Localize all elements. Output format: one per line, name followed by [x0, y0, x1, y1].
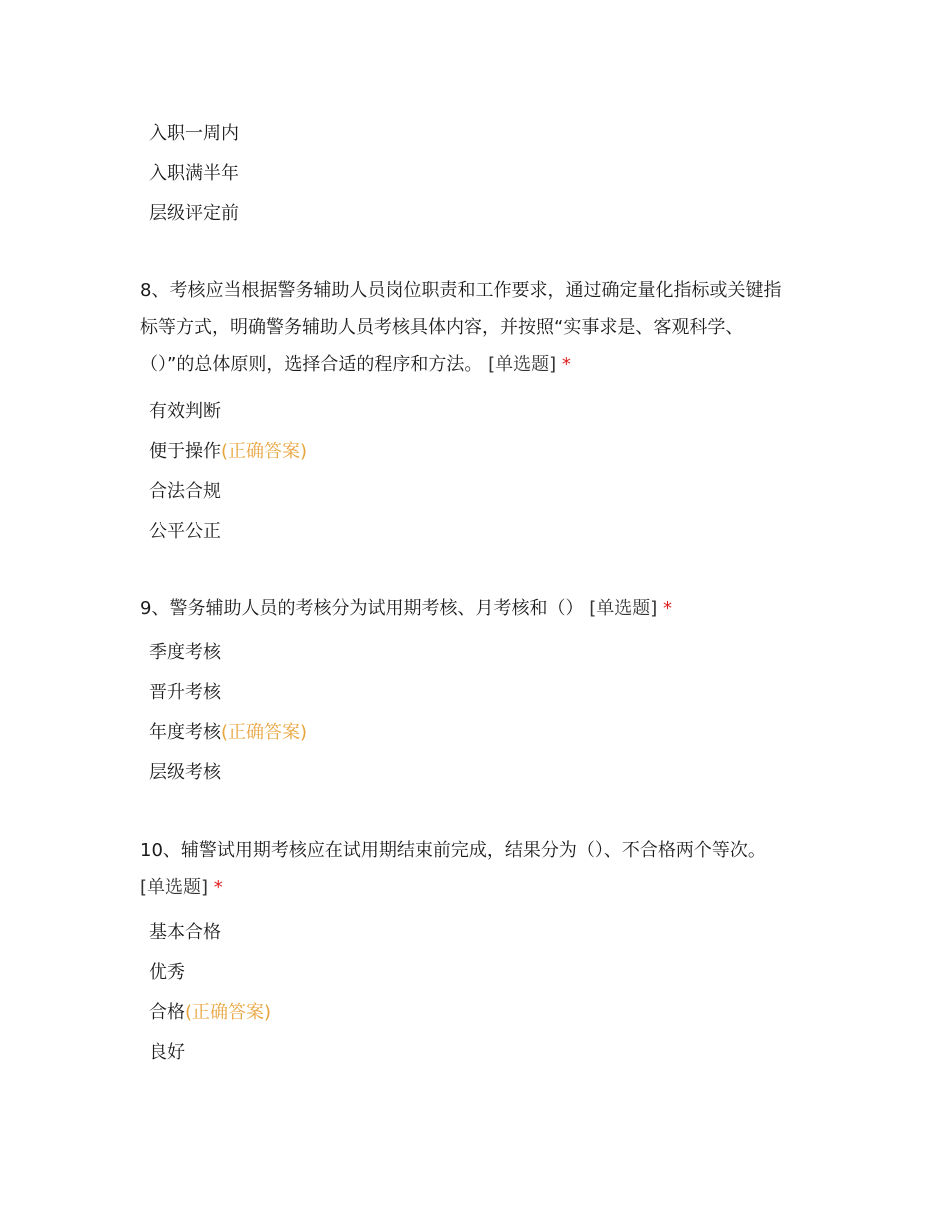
- q10-option-2: [149, 961, 185, 985]
- question-text-line: 标等方式，明确警务辅助人员考核具体内容，并按照“实事求是、客观科学、: [140, 317, 744, 338]
- q10-option-4: [149, 1041, 185, 1065]
- question-text: 9、警务辅助人员的考核分为试用期考核、月考核和（）: [140, 598, 584, 619]
- required-mark: *: [662, 598, 672, 619]
- prev-option-2: [149, 162, 239, 186]
- q9-option-3: [149, 721, 307, 745]
- required-mark: *: [213, 877, 223, 898]
- q9-option-1: [149, 641, 221, 665]
- question-text-line-last: [140, 869, 820, 906]
- option-text: 晋升考核: [149, 682, 221, 703]
- option-text: 合法合规: [149, 481, 221, 502]
- option-text: 层级评定前: [149, 203, 239, 224]
- question-text-line: 8、考核应当根据警务辅助人员岗位职责和工作要求，通过确定量化指标或关键指: [140, 280, 782, 301]
- option-text: 有效判断: [149, 401, 221, 422]
- q10-option-1: [149, 921, 221, 945]
- option-text: 年度考核: [149, 722, 221, 743]
- q9-option-4: [149, 761, 221, 785]
- q8-option-3: [149, 480, 221, 504]
- option-text: 季度考核: [149, 642, 221, 663]
- q10-option-3: [149, 1001, 271, 1025]
- q8-option-4: [149, 520, 221, 544]
- question-9-title: [140, 590, 820, 627]
- option-text: 入职一周内: [149, 123, 239, 144]
- option-text: 基本合格: [149, 922, 221, 943]
- correct-answer-mark: (正确答案): [221, 441, 308, 462]
- question-text-line-last: [140, 590, 820, 627]
- q8-option-1: [149, 400, 221, 424]
- option-text: 公平公正: [149, 521, 221, 542]
- required-mark: *: [561, 354, 571, 375]
- option-text: 层级考核: [149, 762, 221, 783]
- question-text: （）”的总体原则，选择合适的程序和方法。: [140, 354, 483, 375]
- question-type-label: [单选题]: [488, 354, 557, 375]
- q8-option-2: [149, 440, 307, 464]
- option-text: 良好: [149, 1042, 185, 1063]
- correct-answer-mark: (正确答案): [221, 722, 308, 743]
- correct-answer-mark: (正确答案): [185, 1002, 272, 1023]
- question-type-label: [单选题]: [140, 877, 209, 898]
- question-text-line: 10、辅警试用期考核应在试用期结束前完成，结果分为（）、不合格两个等次。: [140, 840, 766, 861]
- prev-option-1: [149, 122, 239, 146]
- question-type-label: [单选题]: [589, 598, 658, 619]
- question-8-title: [140, 272, 820, 383]
- option-text: 入职满半年: [149, 163, 239, 184]
- option-text: 优秀: [149, 962, 185, 983]
- option-text: 便于操作: [149, 441, 221, 462]
- option-text: 合格: [149, 1002, 185, 1023]
- question-text-line-last: [140, 346, 820, 383]
- prev-option-3: [149, 202, 239, 226]
- q9-option-2: [149, 681, 221, 705]
- question-10-title: [140, 832, 820, 906]
